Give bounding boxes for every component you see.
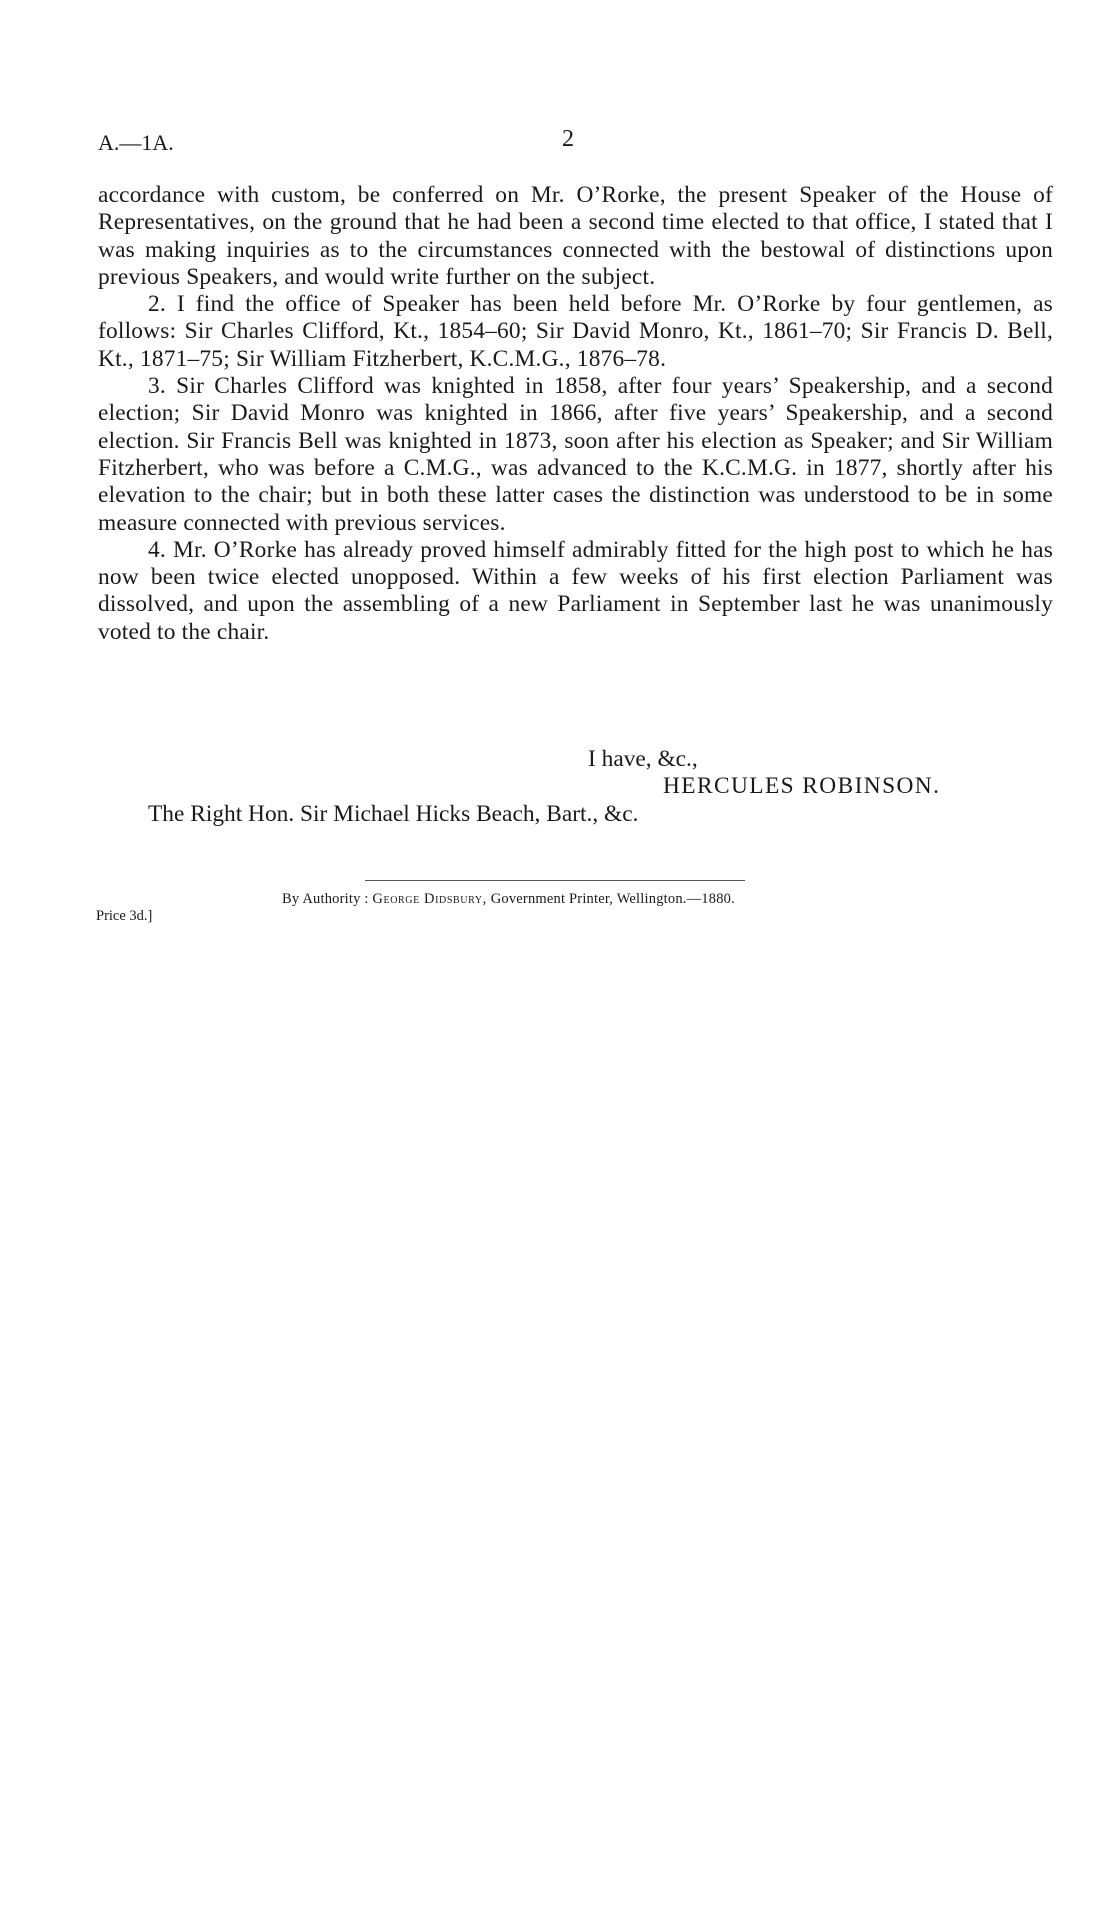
letter-closing	[98, 746, 1053, 828]
footer-divider	[365, 880, 745, 881]
imprint-suffix: Government Printer, Wellington.—1880.	[490, 891, 735, 907]
page-header	[98, 126, 1058, 160]
document-id: A.—1A.	[98, 130, 174, 155]
letter-body	[98, 182, 1053, 646]
paragraph-4: 4. Mr. O’Rorke has already proved himself admirably fitted for the high post to which he has now been twice elected unopposed. Within a few weeks of his first election Parliament was dissolved, and upon the assembling of a new Parliament in September last he was unanimously voted to the chair.	[98, 536, 1053, 645]
recipient-line: The Right Hon. Sir Michael Hicks Beach, Bart., &c.	[148, 800, 639, 827]
paragraph-3: 3. Sir Charles Clifford was knighted in 1858, after four years’ Speakership, and a second election; Sir David Monro was knighted in 1866, after five years’ Speakership, and a second election. Sir Francis Bell was knighted in 1873, soon after his election as Speaker; and Sir William Fitzherbert, who was before a C.M.G., was advanced to the K.C.M.G. in 1877, shortly after his elevation to the chair; but in both these latter cases the distinction was understood to be in some measure connected with previous services.	[98, 373, 1053, 536]
price-label: Price 3d.]	[96, 908, 153, 924]
paragraph-2: 2. I find the office of Speaker has been held before Mr. O’Rorke by four gentlemen, as follows: Sir Charles Clifford, Kt., 1854–60; Sir David Monro, Kt., 1861–70; Sir Francis D. Bell, Kt., 1871–75; Sir William Fitzherbert, K.C.M.G., 1876–78.	[98, 291, 1053, 372]
printer-imprint	[282, 891, 735, 908]
imprint-prefix: By Authority :	[282, 891, 369, 907]
page-number: 2	[562, 126, 574, 152]
printer-name: George Didsbury,	[372, 891, 487, 907]
signature: HERCULES ROBINSON.	[663, 773, 941, 800]
paragraph-continued: accordance with custom, be conferred on Mr. O’Rorke, the present Speaker of the House of Representatives, on the ground that he had been a second time elected to that office, I stated that I was making inquiries as to the circumstances connected with the bestowal of distinctions upon previous Speakers, and would write further on the subject.	[98, 182, 1053, 290]
closing-salutation: I have, &c.,	[588, 746, 698, 772]
